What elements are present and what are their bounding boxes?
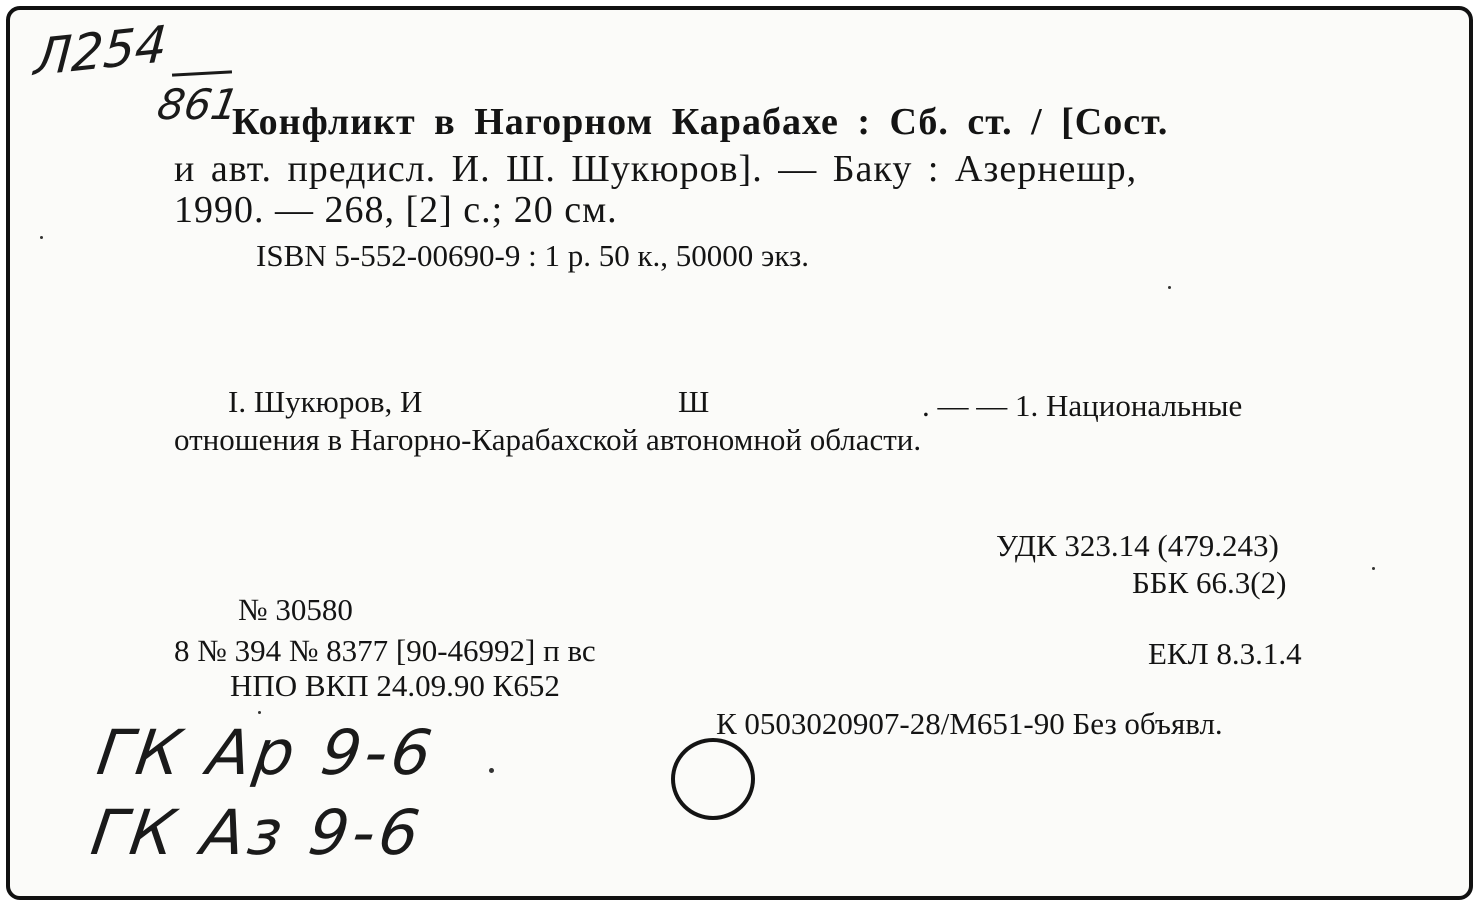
tracing-line-2: отношения в Нагорно-Карабахской автономной области. [174,422,922,457]
description-line-1: Конфликт в Нагорном Карабахе : Сб. ст. / [Сост. [232,101,1169,143]
handwritten-shelf-mark-2: ГК Аз 9-6 [86,796,428,869]
tracing-line-1-part3: . — — 1. Национальные [922,388,1243,423]
udk-code: УДК 323.14 (479.243) [996,528,1279,563]
description-line-2: и авт. предисл. И. Ш. Шукюров]. — Баку : Азернешр, [174,148,1138,190]
speck [1372,567,1375,570]
handwritten-call-number-top: Л254 [32,14,169,88]
speck [1168,286,1171,289]
handwritten-shelf-mark-1: ГК Ар 9-6 [92,716,441,789]
stamp-circle [671,738,755,820]
bbk-code: ББК 66.3(2) [1132,565,1287,600]
speck [258,711,261,714]
description-line-3: 1990. — 268, [2] с.; 20 см. [174,189,618,231]
speck [40,236,43,239]
registration-number: № 30580 [238,592,353,627]
tracing-line-1-part2: Ш [678,384,710,419]
registration-line-3: НПО ВКП 24.09.90 К652 [230,668,560,703]
isbn-line: ISBN 5-552-00690-9 : 1 р. 50 к., 50000 экз. [256,238,809,273]
tracing-line-1-part1: I. Шукюров, И [228,384,423,419]
ekl-code: ЕКЛ 8.3.1.4 [1148,636,1302,671]
handwritten-call-number-bottom: 861 [153,80,243,129]
speck [489,768,494,773]
registration-line-2: 8 № 394 № 8377 [90-46992] п вс [174,633,596,668]
publisher-code: К 0503020907-28/М651-90 Без объявл. [716,706,1223,741]
